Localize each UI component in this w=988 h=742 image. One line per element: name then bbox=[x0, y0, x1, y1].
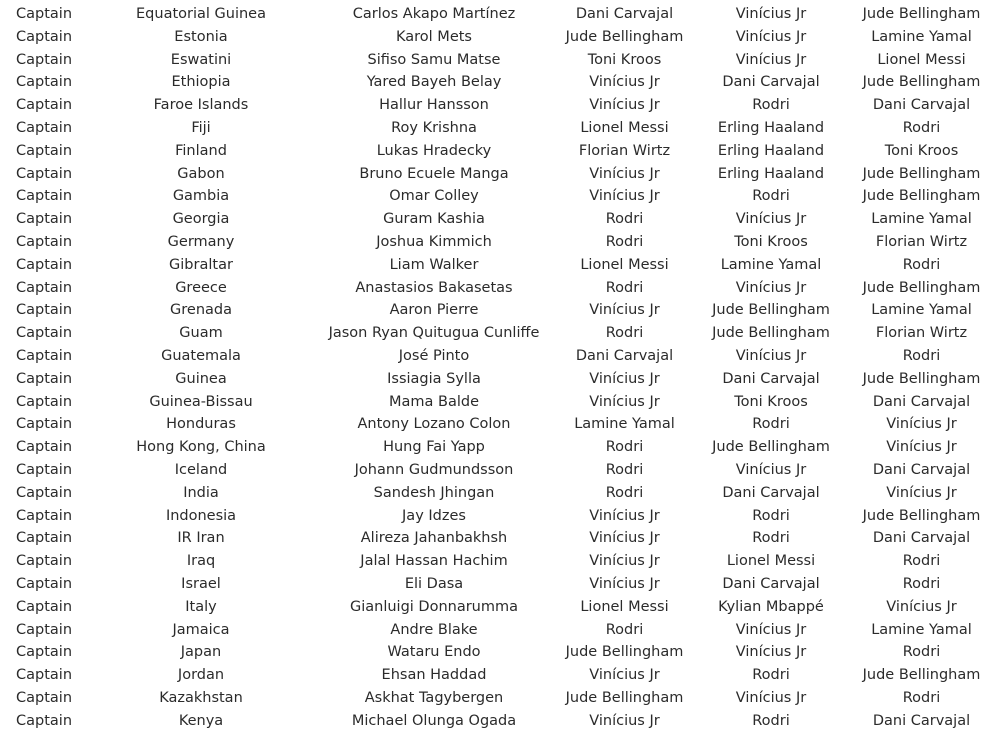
voter-cell: Eli Dasa bbox=[404, 575, 464, 592]
second-choice-cell: Lionel Messi bbox=[726, 553, 816, 570]
second-choice-cell: Rodri bbox=[752, 712, 790, 729]
voter-cell: Wataru Endo bbox=[387, 644, 481, 661]
second-choice-cell: Toni Kroos bbox=[734, 393, 808, 410]
country-cell: Fiji bbox=[191, 119, 211, 136]
second-choice-cell: Jude Bellingham bbox=[712, 439, 830, 456]
country-cell: Estonia bbox=[174, 28, 228, 45]
voter-cell: Jason Ryan Quitugua Cunliffe bbox=[328, 325, 540, 342]
first-choice-cell: Lionel Messi bbox=[580, 256, 669, 273]
country-cell: Gabon bbox=[177, 165, 225, 182]
table-row bbox=[0, 619, 988, 642]
role-cell: Captain bbox=[16, 530, 73, 547]
country-cell: Iraq bbox=[186, 553, 216, 570]
third-choice-cell: Rodri bbox=[902, 119, 941, 136]
voter-cell: Bruno Ecuele Manga bbox=[359, 165, 509, 182]
role-cell: Captain bbox=[16, 416, 73, 433]
voter-cell: Andre Blake bbox=[390, 621, 478, 638]
country-cell: Jordan bbox=[177, 667, 225, 684]
voter-cell: Carlos Akapo Martínez bbox=[352, 6, 516, 22]
role-cell: Captain bbox=[16, 621, 73, 638]
third-choice-cell: Jude Bellingham bbox=[862, 165, 981, 182]
country-cell: Eswatini bbox=[170, 51, 232, 68]
third-choice-cell: Lamine Yamal bbox=[871, 302, 972, 319]
country-cell: Italy bbox=[185, 598, 217, 615]
first-choice-cell: Jude Bellingham bbox=[565, 28, 684, 45]
third-choice-cell: Rodri bbox=[902, 256, 941, 273]
country-cell: Equatorial Guinea bbox=[136, 6, 266, 22]
table-row bbox=[0, 710, 988, 733]
table-row bbox=[0, 277, 988, 300]
role-cell: Captain bbox=[16, 507, 73, 524]
table-row bbox=[0, 254, 988, 277]
voter-cell: Gianluigi Donnarumma bbox=[349, 598, 519, 615]
second-choice-cell: Dani Carvajal bbox=[722, 575, 820, 592]
voter-cell: Askhat Tagybergen bbox=[364, 689, 504, 706]
role-cell: Captain bbox=[16, 689, 73, 706]
table-row bbox=[0, 140, 988, 163]
third-choice-cell: Jude Bellingham bbox=[862, 279, 981, 296]
table-row bbox=[0, 641, 988, 664]
country-cell: Guatemala bbox=[161, 347, 241, 364]
voter-cell: Liam Walker bbox=[389, 256, 479, 273]
role-cell: Captain bbox=[16, 6, 73, 22]
voter-cell: Michael Olunga Ogada bbox=[351, 712, 517, 729]
third-choice-cell: Jude Bellingham bbox=[862, 6, 981, 22]
role-cell: Captain bbox=[16, 644, 73, 661]
role-cell: Captain bbox=[16, 28, 73, 45]
role-cell: Captain bbox=[16, 598, 73, 615]
voter-cell: Yared Bayeh Belay bbox=[366, 74, 502, 91]
first-choice-cell: Vinícius Jr bbox=[589, 165, 660, 182]
table-row bbox=[0, 664, 988, 687]
country-cell: Faroe Islands bbox=[153, 97, 249, 114]
third-choice-cell: Jude Bellingham bbox=[862, 74, 981, 91]
third-choice-cell: Lamine Yamal bbox=[871, 28, 972, 45]
role-cell: Captain bbox=[16, 165, 73, 182]
country-cell: IR Iran bbox=[177, 530, 225, 547]
third-choice-cell: Vinícius Jr bbox=[886, 416, 957, 433]
voter-cell: Johann Gudmundsson bbox=[354, 461, 514, 478]
first-choice-cell: Vinícius Jr bbox=[589, 74, 660, 91]
table-row bbox=[0, 413, 988, 436]
second-choice-cell: Rodri bbox=[752, 188, 790, 205]
first-choice-cell: Vinícius Jr bbox=[589, 507, 660, 524]
table-row bbox=[0, 185, 988, 208]
role-cell: Captain bbox=[16, 370, 73, 387]
table-row bbox=[0, 550, 988, 573]
role-cell: Captain bbox=[16, 461, 73, 478]
table-row bbox=[0, 163, 988, 186]
table-row bbox=[0, 687, 988, 710]
second-choice-cell: Kylian Mbappé bbox=[718, 598, 824, 615]
role-cell: Captain bbox=[16, 667, 73, 684]
role-cell: Captain bbox=[16, 119, 73, 136]
table-row bbox=[0, 299, 988, 322]
country-cell: Finland bbox=[175, 142, 227, 159]
table-row bbox=[0, 482, 988, 505]
third-choice-cell: Jude Bellingham bbox=[862, 188, 981, 205]
voter-cell: Antony Lozano Colon bbox=[357, 416, 511, 433]
second-choice-cell: Vinícius Jr bbox=[735, 6, 807, 22]
second-choice-cell: Rodri bbox=[752, 416, 790, 433]
voter-cell: Karol Mets bbox=[396, 28, 472, 45]
first-choice-cell: Lionel Messi bbox=[580, 119, 669, 136]
role-cell: Captain bbox=[16, 51, 73, 68]
third-choice-cell: Dani Carvajal bbox=[872, 97, 971, 114]
third-choice-cell: Jude Bellingham bbox=[862, 667, 981, 684]
country-cell: Grenada bbox=[170, 302, 232, 319]
country-cell: Gibraltar bbox=[169, 256, 233, 273]
second-choice-cell: Jude Bellingham bbox=[712, 302, 830, 319]
first-choice-cell: Rodri bbox=[605, 279, 644, 296]
second-choice-cell: Vinícius Jr bbox=[735, 347, 807, 364]
second-choice-cell: Vinícius Jr bbox=[735, 279, 807, 296]
role-cell: Captain bbox=[16, 553, 73, 570]
voter-cell: Ehsan Haddad bbox=[381, 667, 487, 684]
second-choice-cell: Erling Haaland bbox=[717, 165, 825, 182]
second-choice-cell: Toni Kroos bbox=[734, 233, 808, 250]
second-choice-cell: Vinícius Jr bbox=[735, 461, 807, 478]
country-cell: Germany bbox=[167, 233, 235, 250]
first-choice-cell: Vinícius Jr bbox=[589, 370, 660, 387]
first-choice-cell: Rodri bbox=[605, 211, 644, 228]
voter-cell: Omar Colley bbox=[389, 188, 479, 205]
second-choice-cell: Erling Haaland bbox=[717, 119, 825, 136]
third-choice-cell: Toni Kroos bbox=[884, 142, 959, 159]
voter-cell: Jalal Hassan Hachim bbox=[360, 553, 508, 570]
first-choice-cell: Dani Carvajal bbox=[575, 6, 674, 22]
second-choice-cell: Vinícius Jr bbox=[735, 621, 807, 638]
country-cell: Japan bbox=[180, 644, 222, 661]
voter-cell: Sandesh Jhingan bbox=[373, 484, 495, 501]
table-row bbox=[0, 94, 988, 117]
first-choice-cell: Lamine Yamal bbox=[574, 416, 675, 433]
second-choice-cell: Dani Carvajal bbox=[722, 370, 820, 387]
third-choice-cell: Vinícius Jr bbox=[886, 484, 957, 501]
first-choice-cell: Vinícius Jr bbox=[589, 712, 660, 729]
voter-cell: Issiagia Sylla bbox=[387, 370, 481, 387]
role-cell: Captain bbox=[16, 188, 73, 205]
second-choice-cell: Rodri bbox=[752, 97, 790, 114]
country-cell: Honduras bbox=[166, 416, 236, 433]
votes-table-body bbox=[0, 3, 988, 733]
first-choice-cell: Florian Wirtz bbox=[578, 142, 671, 159]
voter-cell: Hung Fai Yapp bbox=[383, 439, 485, 456]
second-choice-cell: Vinícius Jr bbox=[735, 644, 807, 661]
first-choice-cell: Vinícius Jr bbox=[589, 393, 660, 410]
voter-cell: José Pinto bbox=[398, 347, 470, 364]
votes-table bbox=[0, 3, 988, 733]
first-choice-cell: Toni Kroos bbox=[587, 51, 662, 68]
country-cell: Guinea bbox=[175, 370, 227, 387]
country-cell: Israel bbox=[181, 575, 221, 592]
role-cell: Captain bbox=[16, 279, 73, 296]
table-row bbox=[0, 71, 988, 94]
role-cell: Captain bbox=[16, 325, 73, 342]
country-cell: Indonesia bbox=[165, 507, 237, 524]
second-choice-cell: Jude Bellingham bbox=[712, 325, 830, 342]
second-choice-cell: Vinícius Jr bbox=[735, 689, 807, 706]
first-choice-cell: Vinícius Jr bbox=[589, 530, 660, 547]
country-cell: Kazakhstan bbox=[159, 689, 243, 706]
first-choice-cell: Vinícius Jr bbox=[589, 302, 660, 319]
country-cell: Ethiopia bbox=[171, 74, 231, 91]
voter-cell: Joshua Kimmich bbox=[376, 233, 492, 250]
voter-cell: Sifiso Samu Matse bbox=[367, 51, 501, 68]
table-row bbox=[0, 322, 988, 345]
role-cell: Captain bbox=[16, 211, 73, 228]
first-choice-cell: Dani Carvajal bbox=[575, 347, 674, 364]
second-choice-cell: Dani Carvajal bbox=[722, 484, 820, 501]
third-choice-cell: Jude Bellingham bbox=[862, 370, 981, 387]
first-choice-cell: Vinícius Jr bbox=[589, 188, 660, 205]
voter-cell: Aaron Pierre bbox=[389, 302, 479, 319]
third-choice-cell: Florian Wirtz bbox=[875, 325, 968, 342]
table-row bbox=[0, 117, 988, 140]
second-choice-cell: Dani Carvajal bbox=[722, 74, 820, 91]
table-row bbox=[0, 527, 988, 550]
voter-cell: Jay Idzes bbox=[402, 507, 466, 524]
first-choice-cell: Vinícius Jr bbox=[589, 553, 660, 570]
voter-cell: Alireza Jahanbakhsh bbox=[360, 530, 508, 547]
role-cell: Captain bbox=[16, 712, 73, 729]
first-choice-cell: Vinícius Jr bbox=[589, 667, 660, 684]
country-cell: Jamaica bbox=[172, 621, 230, 638]
role-cell: Captain bbox=[16, 575, 73, 592]
second-choice-cell: Vinícius Jr bbox=[735, 28, 807, 45]
country-cell: Guinea-Bissau bbox=[149, 393, 253, 410]
country-cell: Guam bbox=[179, 325, 223, 342]
table-row bbox=[0, 596, 988, 619]
country-cell: Greece bbox=[175, 279, 227, 296]
first-choice-cell: Vinícius Jr bbox=[589, 575, 660, 592]
voter-cell: Lukas Hradecky bbox=[376, 142, 492, 159]
third-choice-cell: Rodri bbox=[902, 575, 941, 592]
first-choice-cell: Rodri bbox=[605, 484, 644, 501]
table-row bbox=[0, 573, 988, 596]
third-choice-cell: Dani Carvajal bbox=[872, 712, 971, 729]
second-choice-cell: Rodri bbox=[752, 507, 790, 524]
voter-cell: Roy Krishna bbox=[391, 119, 477, 136]
role-cell: Captain bbox=[16, 142, 73, 159]
third-choice-cell: Jude Bellingham bbox=[862, 507, 981, 524]
voter-cell: Anastasios Bakasetas bbox=[355, 279, 513, 296]
role-cell: Captain bbox=[16, 484, 73, 501]
first-choice-cell: Rodri bbox=[605, 461, 644, 478]
role-cell: Captain bbox=[16, 233, 73, 250]
table-row bbox=[0, 505, 988, 528]
role-cell: Captain bbox=[16, 256, 73, 273]
first-choice-cell: Lionel Messi bbox=[580, 598, 669, 615]
voter-cell: Mama Balde bbox=[388, 393, 479, 410]
third-choice-cell: Vinícius Jr bbox=[886, 439, 957, 456]
country-cell: Kenya bbox=[178, 712, 224, 729]
third-choice-cell: Rodri bbox=[902, 347, 941, 364]
role-cell: Captain bbox=[16, 302, 73, 319]
second-choice-cell: Lamine Yamal bbox=[720, 256, 822, 273]
second-choice-cell: Rodri bbox=[752, 530, 790, 547]
third-choice-cell: Rodri bbox=[902, 644, 941, 661]
third-choice-cell: Dani Carvajal bbox=[872, 393, 971, 410]
third-choice-cell: Lionel Messi bbox=[877, 51, 966, 68]
role-cell: Captain bbox=[16, 74, 73, 91]
role-cell: Captain bbox=[16, 347, 73, 364]
country-cell: Gambia bbox=[172, 188, 230, 205]
first-choice-cell: Jude Bellingham bbox=[565, 644, 684, 661]
first-choice-cell: Rodri bbox=[605, 233, 644, 250]
role-cell: Captain bbox=[16, 439, 73, 456]
third-choice-cell: Lamine Yamal bbox=[871, 211, 972, 228]
third-choice-cell: Dani Carvajal bbox=[872, 461, 971, 478]
third-choice-cell: Florian Wirtz bbox=[875, 233, 968, 250]
role-cell: Captain bbox=[16, 393, 73, 410]
country-cell: India bbox=[183, 484, 219, 501]
second-choice-cell: Vinícius Jr bbox=[735, 51, 807, 68]
first-choice-cell: Rodri bbox=[605, 439, 644, 456]
third-choice-cell: Dani Carvajal bbox=[872, 530, 971, 547]
table-row bbox=[0, 345, 988, 368]
table-row bbox=[0, 49, 988, 72]
third-choice-cell: Rodri bbox=[902, 553, 941, 570]
first-choice-cell: Jude Bellingham bbox=[565, 689, 684, 706]
table-row bbox=[0, 436, 988, 459]
table-row bbox=[0, 368, 988, 391]
table-row bbox=[0, 3, 988, 26]
country-cell: Iceland bbox=[174, 461, 228, 478]
country-cell: Georgia bbox=[172, 211, 230, 228]
table-row bbox=[0, 26, 988, 49]
third-choice-cell: Vinícius Jr bbox=[886, 598, 957, 615]
first-choice-cell: Rodri bbox=[605, 325, 644, 342]
first-choice-cell: Vinícius Jr bbox=[589, 97, 660, 114]
third-choice-cell: Rodri bbox=[902, 689, 941, 706]
country-cell: Hong Kong, China bbox=[136, 439, 266, 456]
table-row bbox=[0, 208, 988, 231]
table-row bbox=[0, 391, 988, 414]
first-choice-cell: Rodri bbox=[605, 621, 644, 638]
second-choice-cell: Erling Haaland bbox=[717, 142, 825, 159]
second-choice-cell: Vinícius Jr bbox=[735, 211, 807, 228]
third-choice-cell: Lamine Yamal bbox=[871, 621, 972, 638]
table-row bbox=[0, 231, 988, 254]
second-choice-cell: Rodri bbox=[752, 667, 790, 684]
voter-cell: Hallur Hansson bbox=[379, 97, 489, 114]
table-row bbox=[0, 459, 988, 482]
voter-cell: Guram Kashia bbox=[383, 211, 485, 228]
role-cell: Captain bbox=[16, 97, 73, 114]
